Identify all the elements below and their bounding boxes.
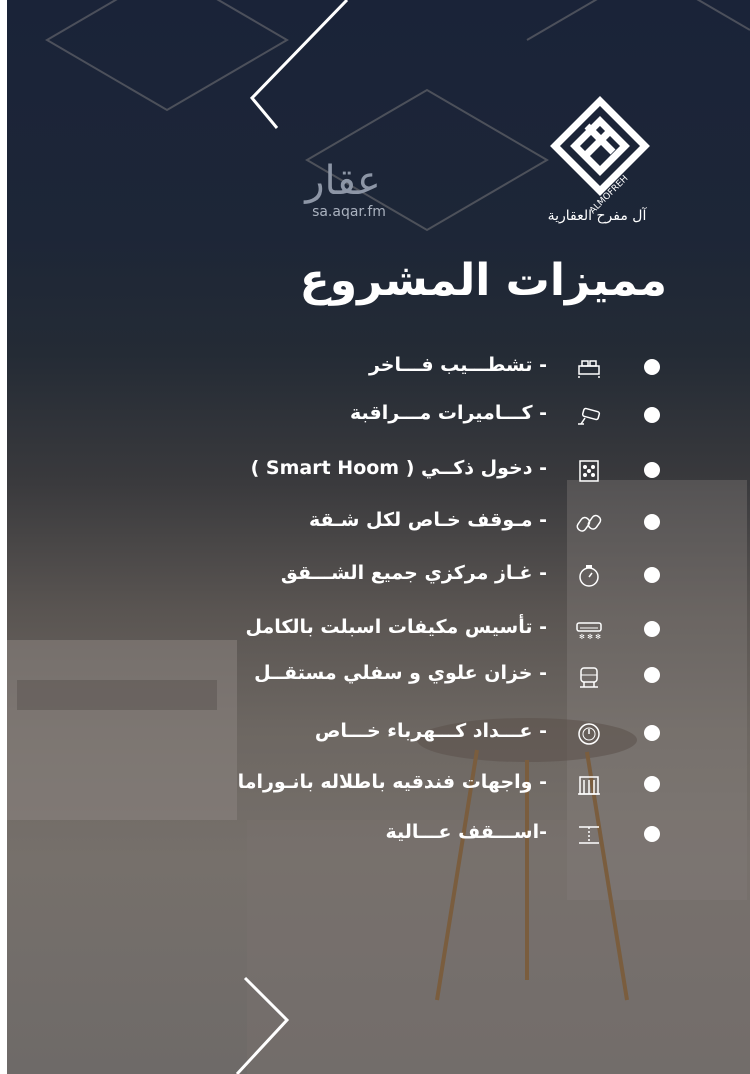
bullet-dot: [644, 667, 660, 683]
svg-text:✻ ✻ ✻: ✻ ✻ ✻: [579, 633, 602, 641]
bullet-dot: [644, 776, 660, 792]
feature-label: - مـوقف خـاص لكل شـقة: [309, 509, 547, 531]
list-item: [207, 503, 667, 543]
list-item: [207, 348, 667, 388]
ceiling-icon: [575, 821, 603, 849]
feature-label: - كـــاميرات مـــراقبة: [349, 402, 547, 424]
features-list: [7, 0, 750, 1074]
parking-icon: [575, 509, 603, 537]
air-conditioner-icon: [575, 616, 603, 644]
logo-text: ALMOFREH: [588, 173, 631, 217]
bullet-dot: [644, 826, 660, 842]
bullet-dot: [644, 567, 660, 583]
bullet-dot: [644, 407, 660, 423]
list-item: [207, 396, 667, 436]
smart-lock-icon: [575, 457, 603, 485]
bullet-dot: [644, 725, 660, 741]
electric-meter-icon: [575, 720, 603, 748]
feature-label: - غـاز مركزي جميع الشـــقق: [280, 562, 547, 584]
gas-meter-icon: [575, 562, 603, 590]
bullet-dot: [644, 359, 660, 375]
feature-label: - خزان علوي و سفلي مستقــل: [254, 662, 547, 684]
building-facade-icon: [575, 771, 603, 799]
feature-label: - عـــداد كـــهرباء خـــاص: [314, 720, 547, 742]
list-item: [207, 656, 667, 696]
feature-label: - تشطـــيب فـــاخر: [368, 354, 547, 376]
feature-label: -اســـقف عـــالية: [385, 821, 547, 843]
bed-icon: [575, 354, 603, 382]
list-item: [207, 815, 667, 855]
bullet-dot: [644, 514, 660, 530]
feature-label: - تأسيس مكيفات اسبلت بالكامل: [245, 616, 547, 638]
page-title: مميزات المشروع: [299, 255, 667, 306]
water-tank-icon: [575, 662, 603, 690]
brand-name: آل مفرح العقارية: [547, 208, 647, 224]
list-item: [207, 556, 667, 596]
security-camera-icon: [575, 402, 603, 430]
feature-label: - واجهات فندقيه باطلاله بانـوراما: [237, 771, 547, 793]
bullet-dot: [644, 621, 660, 637]
list-item: [207, 714, 667, 754]
aqar-watermark: عقار: [305, 158, 381, 204]
feature-label: - دخول ذكــي ( Smart Hoom ): [250, 457, 547, 479]
aqar-url: sa.aqar.fm: [312, 204, 386, 220]
poster: [7, 0, 750, 1074]
list-item: [207, 451, 667, 491]
list-item: [207, 610, 667, 650]
bullet-dot: [644, 462, 660, 478]
list-item: [207, 765, 667, 805]
